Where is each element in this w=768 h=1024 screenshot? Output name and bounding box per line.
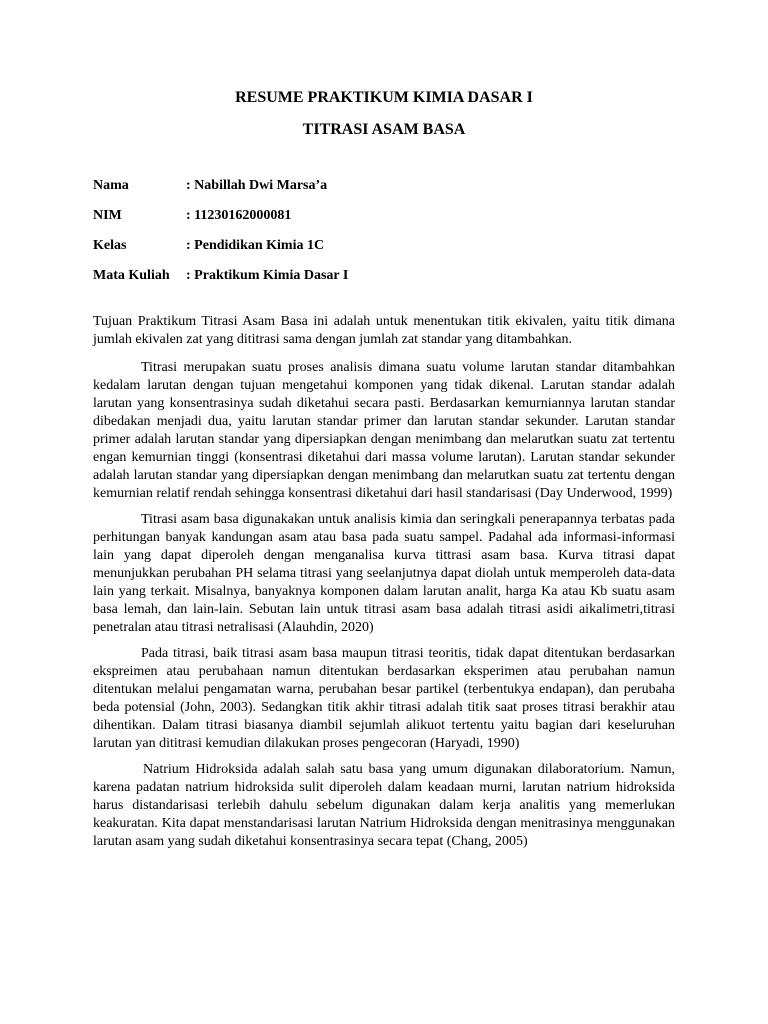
info-label-name: Nama [93, 178, 129, 193]
paragraph-sodium-hydroxide: Natrium Hidroksida adalah salah satu basa yang umum digunakan dilaboratorium. Namun, karena padatan natrium hidroksida sulit diperoleh dalam keadaan murni, larutan natrium hidroksida harus distandarisasi terlebih dahulu sebelum digunakan dalam kerja analitis yang memerlukan keakuratan. Kita dapat menstandarisasi larutan Natrium Hidroksida dengan menitrasinya menggunakan larutan asam yang sudah diketahui konsentrasinya secara tepat (Chang, 2005) [93, 762, 675, 849]
info-value-class: : Pendidikan Kimia 1C [186, 236, 324, 256]
info-row-nim [93, 206, 348, 236]
paragraph-titration-definition: Titrasi merupakan suatu proses analisis dimana suatu volume larutan standar ditambahkan kedalam larutan dengan tujuan mengetahui komponen yang tidak dikenal. Larutan standar adalah larutan yang konsentrasinya sudah diketahui secara pasti. Berdasarkan kemurniannya larutan standar dibedakan menjadi dua, yaitu larutan standar primer dan larutan standar sekunder. Larutan standar primer adalah larutan standar yang dipersiapkan dengan menimbang dan melarutkan suatu zat tertentu engan kemurnian tinggi (konsentrasi diketahui dari massa volume larutan). Larutan standar sekunder adalah larutan standar yang dipersiapkan dengan menimbang dan melarutkan suatu zat tertentu dengan kemurnian relatif rendah sehingga konsentrasi diketahui dari hasil standarisasi (Day Underwood, 1999) [93, 360, 675, 501]
info-value-name: : Nabillah Dwi Marsa’a [186, 176, 327, 196]
student-info-block [93, 176, 348, 296]
document-body [93, 313, 675, 859]
document-title: RESUME PRAKTIKUM KIMIA DASAR I [235, 89, 533, 106]
document-subtitle: TITRASI ASAM BASA [302, 121, 466, 138]
paragraph-acid-base-titration: Titrasi asam basa digunakakan untuk analisis kimia dan seringkali penerapannya terbatas pada perhitungan banyak kandungan asam atau basa pada suatu sampel. Padahal ada informasi-informasi lain yang dapat diperoleh dengan menganalisa kurva tittrasi asam basa. Kurva titrasi dapat menunjukkan perubahan PH selama titrasi yang seelanjutnya dapat diolah untuk memperoleh data-data lain yang terkait. Misalnya, banyaknya komponen dalam larutan analit, harga Ka atau Kb suatu asam basa lemah, dan lain-lain. Sebutan lain untuk titrasi asam basa adalah titrasi asidi aikalimetri,titrasi penetralan atau titrasi netralisasi (Alauhdin, 2020) [93, 512, 675, 635]
info-label-class: Kelas [93, 238, 127, 253]
paragraph-objective: Tujuan Praktikum Titrasi Asam Basa ini adalah untuk menentukan titik ekivalen, yaitu titik dimana jumlah ekivalen zat yang dititrasi sama dengan jumlah zat standar yang ditambahkan. [93, 314, 675, 347]
info-row-class [93, 236, 348, 266]
info-row-name [93, 176, 348, 206]
info-row-course [93, 266, 348, 296]
info-label-course: Mata Kuliah [93, 268, 170, 283]
info-value-nim: : 11230162000081 [186, 206, 291, 226]
info-value-course: : Praktikum Kimia Dasar I [186, 266, 348, 286]
paragraph-endpoint: Pada titrasi, baik titrasi asam basa maupun titrasi teoritis, tidak dapat ditentukan berdasarkan ekspreimen atau perubahaan namun ditentukan berdasarkan eksperimen atau perubahan namun ditentukan melalui pengamatan warna, perubahan besar partikel (terbentukya endapan), dan perubaha beda potensial (John, 2003). Sedangkan titik akhir titrasi adalah titik saat proses titrasi berakhir atau dihentikan. Dalam titrasi biasanya diambil sejumlah alikuot tertentu yaitu bagian dari keseluruhan larutan yan dititrasi kemudian dilakukan proses pengecoran (Haryadi, 1990) [93, 646, 675, 751]
info-label-nim: NIM [93, 208, 122, 223]
